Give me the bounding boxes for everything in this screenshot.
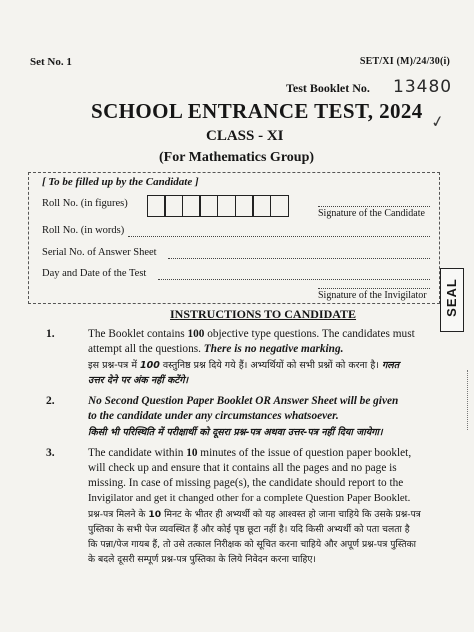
roll-number-boxes[interactable] xyxy=(148,195,289,217)
set-number: Set No. 1 xyxy=(30,56,72,68)
roll-words-label: Roll No. (in words) xyxy=(42,225,125,236)
item-2-number: 2. xyxy=(46,395,55,407)
scan-edge-noise xyxy=(467,370,471,430)
item-1-hi-line1: इस प्रश्न-पत्र में 100 वस्तुनिष्ठ प्रश्न दिये गये हैं। अभ्यर्थियों को सभी प्रश्नों को करना है। गलत xyxy=(88,360,400,371)
item-2-en-line1: No Second Question Paper Booklet OR Answer Sheet will be given xyxy=(88,395,399,407)
serial-label: Serial No. of Answer Sheet xyxy=(42,247,157,258)
roll-digit-box[interactable] xyxy=(147,195,166,217)
date-label: Day and Date of the Test xyxy=(42,268,147,279)
fill-note: [ To be filled up by the Candidate ] xyxy=(42,176,199,188)
class-label: CLASS - XI xyxy=(206,128,284,144)
invigilator-signature-line[interactable] xyxy=(318,288,430,289)
roll-digit-box[interactable] xyxy=(182,195,201,217)
item-3-hi-line4: के बदले दूसरी सम्पूर्ण प्रश्न-पत्र पुस्तिका के लिये निवेदन करना चाहिए। xyxy=(88,554,316,565)
exam-title: SCHOOL ENTRANCE TEST, 2024 xyxy=(91,99,423,123)
candidate-signature-line[interactable] xyxy=(318,206,430,207)
booklet-number-label: Test Booklet No. xyxy=(286,81,370,95)
item-3-en-line1: The candidate within 10 minutes of the issue of question paper booklet, xyxy=(88,447,412,459)
roll-words-field[interactable] xyxy=(128,236,430,237)
candidate-section xyxy=(28,172,440,304)
candidate-signature-label: Signature of the Candidate xyxy=(318,208,425,219)
booklet-number-value: 13480 xyxy=(393,77,453,97)
date-field[interactable] xyxy=(158,279,430,280)
item-3-hi-line3: कि पन्ना/पेज गायब हैं, तो उसे तत्काल निरीक्षक को सूचित करना चाहिये और अपूर्ण प्रश्न-पत्र पुस्तिका xyxy=(88,539,417,550)
invigilator-signature-label: Signature of the Invigilator xyxy=(318,290,427,301)
roll-digit-box[interactable] xyxy=(235,195,254,217)
pen-tick-mark: ✓ xyxy=(429,112,446,133)
group-label: (For Mathematics Group) xyxy=(159,150,315,165)
item-3-number: 3. xyxy=(46,447,55,459)
roll-digit-box[interactable] xyxy=(199,195,218,217)
item-3-en-line2: will check up and ensure that it contains all the pages and no page is xyxy=(88,462,397,474)
roll-digit-box[interactable] xyxy=(217,195,236,217)
roll-digit-box[interactable] xyxy=(270,195,289,217)
item-1-hi-line2: उत्तर देने पर अंक नहीं कटेंगे। xyxy=(88,375,189,386)
serial-field[interactable] xyxy=(168,258,430,259)
set-code: SET/XI (M)/24/30(i) xyxy=(359,56,450,67)
seal-label: SEAL xyxy=(443,278,459,317)
roll-figures-label: Roll No. (in figures) xyxy=(42,198,128,209)
instructions-heading: INSTRUCTIONS TO CANDIDATE xyxy=(170,307,357,321)
item-3-en-line3: missing. In case of missing page(s), the candidate should report to the xyxy=(88,477,404,489)
roll-digit-box[interactable] xyxy=(252,195,271,217)
item-2-hi-line1: किसी भी परिस्थिति में परीक्षार्थी को दूसरा प्रश्न-पत्र अथवा उत्तर-पत्र नहीं दिया जायेगा। xyxy=(88,427,383,438)
item-3-hi-line2: पुस्तिका के सभी पेज व्यवस्थित हैं और कोई पृष्ठ छूटा नहीं है। यदि किसी अभ्यर्थी को पता चलता है xyxy=(88,524,410,535)
item-3-hi-line1: प्रश्न-पत्र मिलने के 10 मिनट के भीतर ही अभ्यर्थी को यह आश्वस्त हो जाना चाहिये कि उसके प्रश्न-पत्र xyxy=(88,509,421,520)
item-1-number: 1. xyxy=(46,328,55,340)
item-2-en-line2: to the candidate under any circumstances whatsoever. xyxy=(88,410,339,422)
item-1-en-line2: attempt all the questions. There is no negative marking. xyxy=(88,343,344,355)
item-3-en-line4: Invigilator and get it changed other for a complete Question Paper Booklet. xyxy=(88,492,411,504)
item-1-en-line1: The Booklet contains 100 objective type questions. The candidates must xyxy=(88,328,415,340)
roll-digit-box[interactable] xyxy=(164,195,183,217)
